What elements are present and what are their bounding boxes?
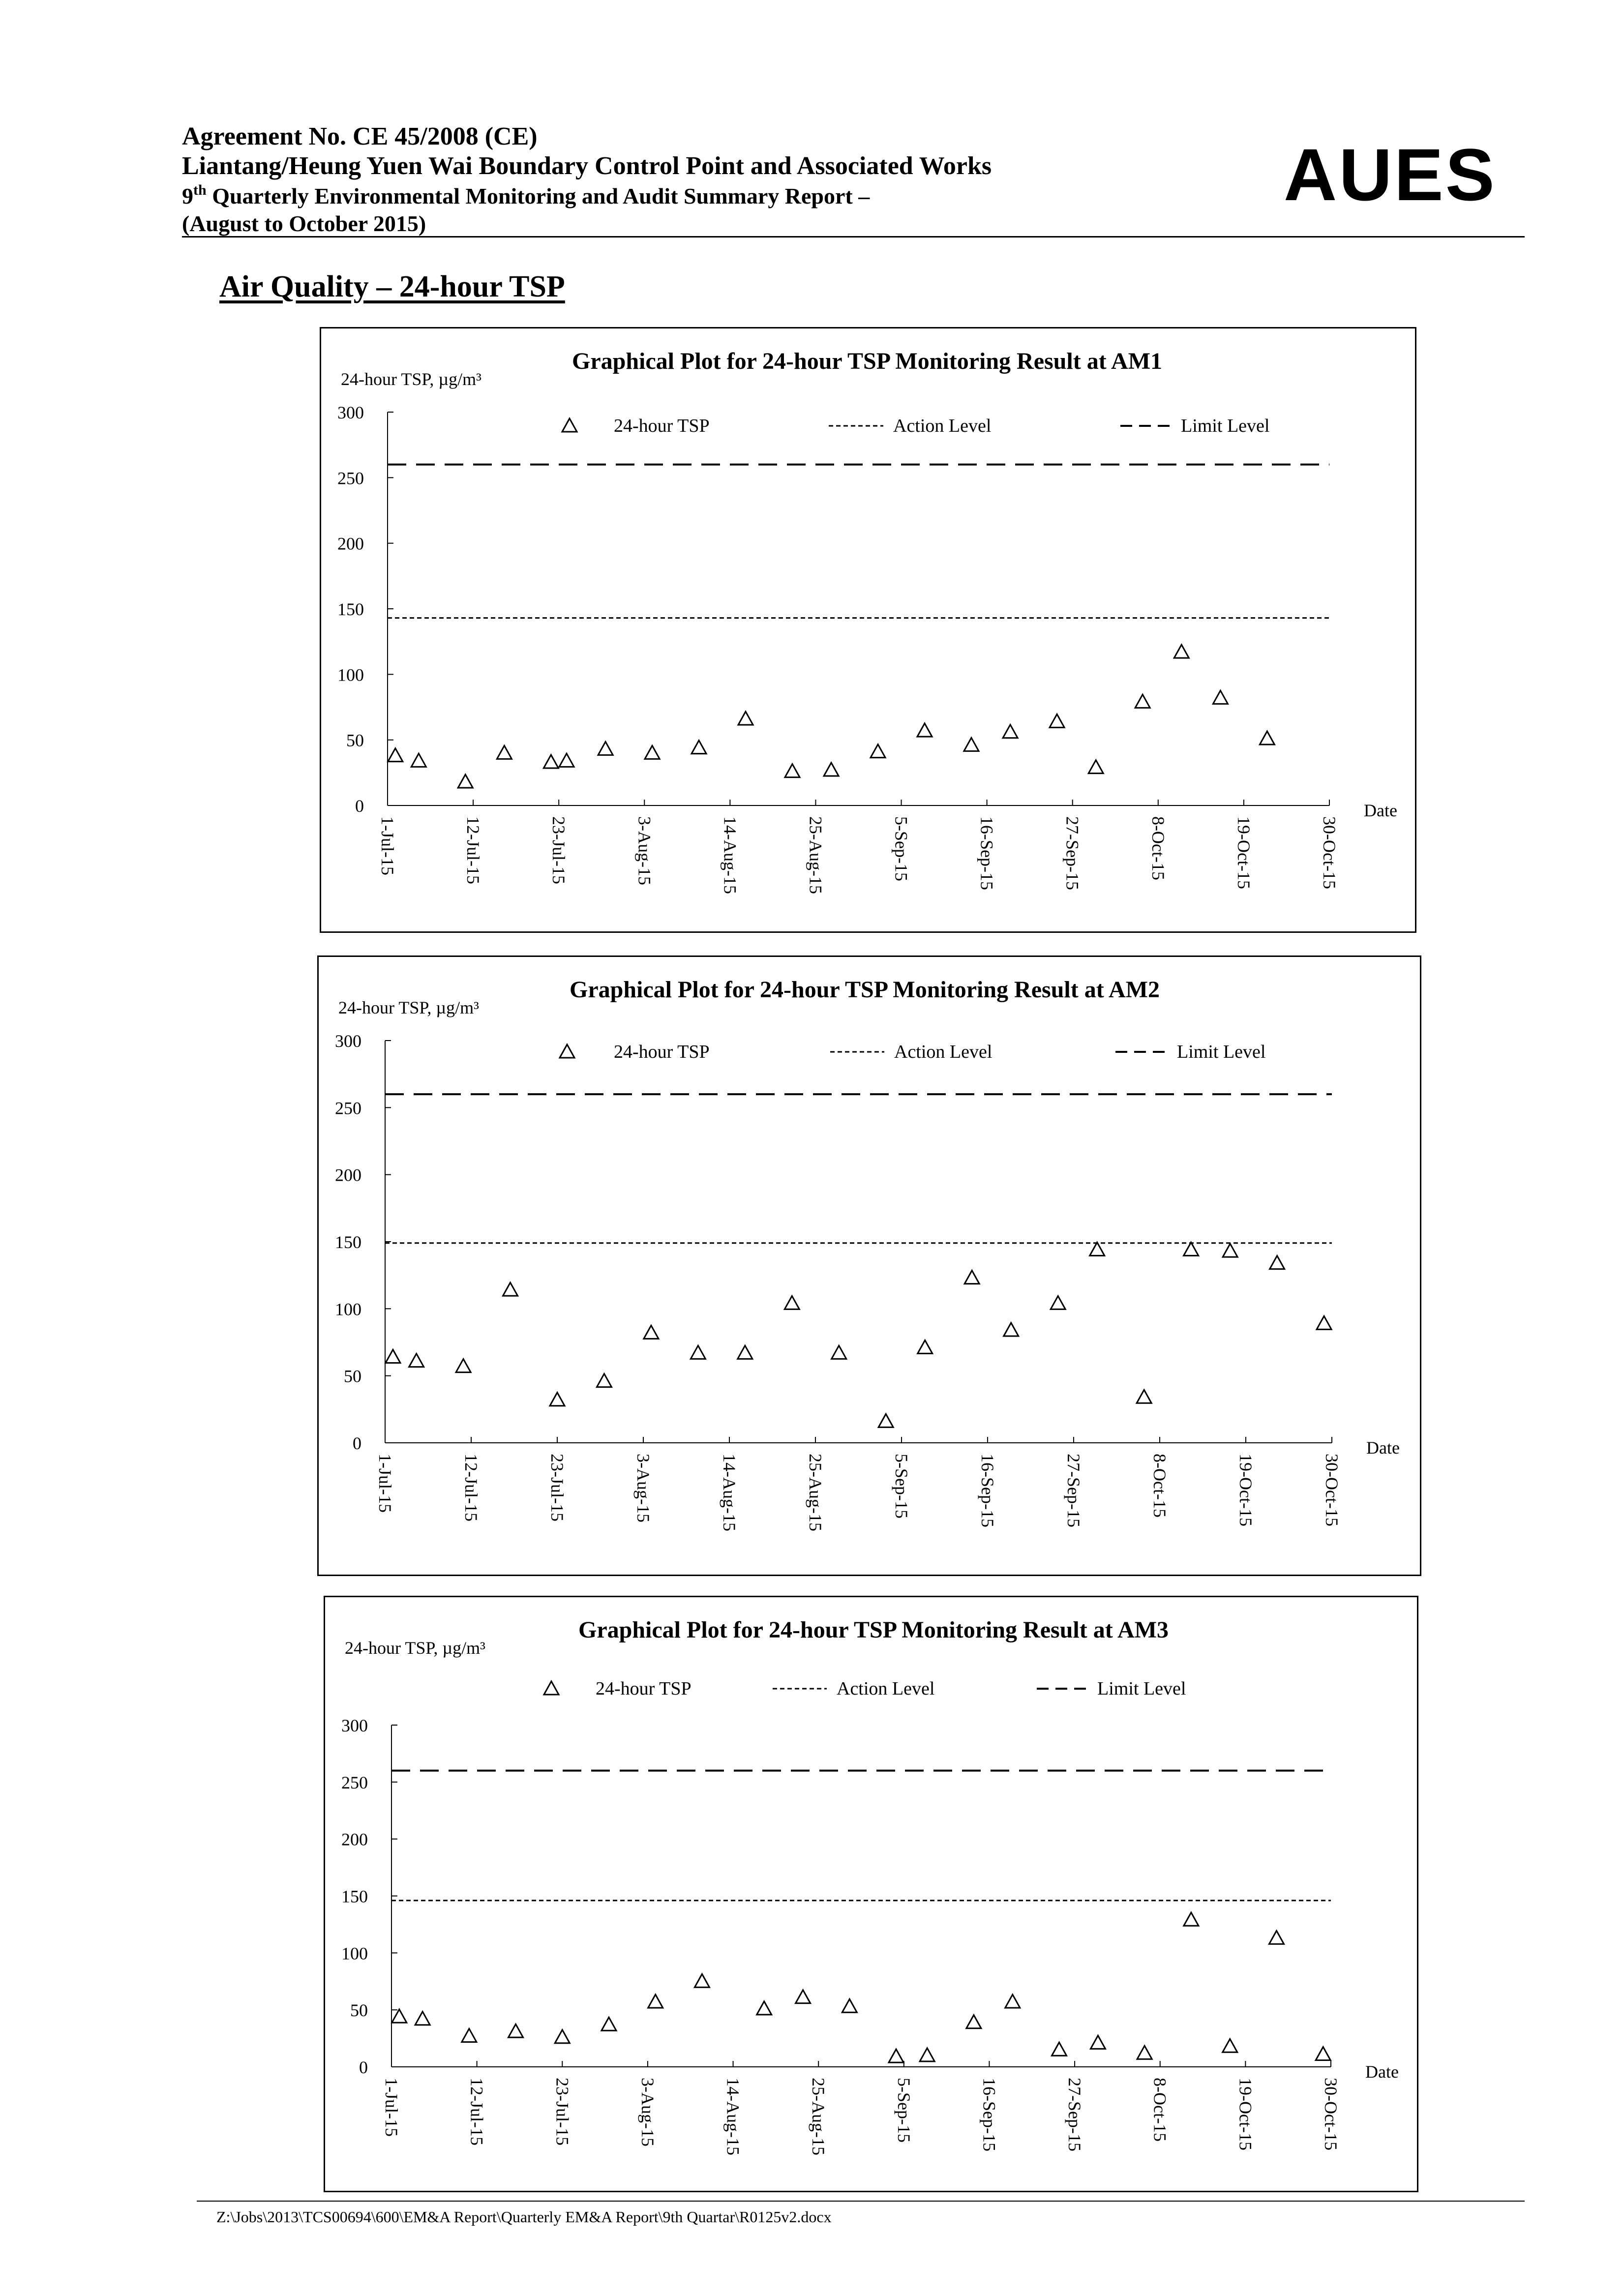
data-point-triangle-icon xyxy=(1260,731,1274,745)
x-tick-label: 19-Oct-15 xyxy=(1236,1454,1256,1526)
y-tick-label: 200 xyxy=(335,1165,361,1185)
y-tick-label: 200 xyxy=(337,534,364,554)
x-tick-label: 1-Jul-15 xyxy=(375,1454,395,1513)
data-point-triangle-icon xyxy=(738,712,753,725)
agreement-number: Agreement No. CE 45/2008 (CE) xyxy=(182,122,538,150)
x-tick-label: 3-Aug-15 xyxy=(634,816,655,885)
data-point-triangle-icon xyxy=(1137,1390,1151,1403)
data-point-triangle-icon xyxy=(889,2049,903,2062)
data-point-triangle-icon xyxy=(409,1354,424,1367)
data-point-triangle-icon xyxy=(1004,1323,1019,1336)
x-tick-label: 8-Oct-15 xyxy=(1148,816,1168,880)
x-tick-label: 14-Aug-15 xyxy=(723,2078,743,2155)
data-point-triangle-icon xyxy=(871,745,885,758)
x-tick-label: 23-Jul-15 xyxy=(549,816,569,884)
x-tick-label: 23-Jul-15 xyxy=(547,1454,567,1521)
y-tick-label: 100 xyxy=(337,665,364,685)
data-point-triangle-icon xyxy=(1223,1244,1237,1257)
data-point-triangle-icon xyxy=(458,775,473,788)
data-point-triangle-icon xyxy=(784,1296,799,1309)
x-tick-label: 25-Aug-15 xyxy=(806,1454,825,1531)
legend-limit-label: Limit Level xyxy=(1177,1042,1266,1062)
data-point-triangle-icon xyxy=(392,2009,407,2023)
data-point-triangle-icon xyxy=(918,1340,932,1353)
data-point-triangle-icon xyxy=(824,763,839,776)
legend-action-label: Action Level xyxy=(893,416,992,436)
data-point-triangle-icon xyxy=(598,742,613,755)
x-tick-label: 30-Oct-15 xyxy=(1322,1454,1342,1526)
data-point-triangle-icon xyxy=(757,2001,772,2015)
data-point-triangle-icon xyxy=(644,1325,659,1339)
x-tick-label: 1-Jul-15 xyxy=(382,2078,401,2137)
y-tick-label: 50 xyxy=(350,2000,368,2021)
data-point-triangle-icon xyxy=(917,723,932,737)
data-point-triangle-icon xyxy=(964,1271,979,1284)
legend-triangle-icon xyxy=(562,418,577,432)
y-tick-label: 0 xyxy=(355,796,364,816)
y-tick-label: 100 xyxy=(335,1299,361,1319)
x-tick-label: 30-Oct-15 xyxy=(1321,2078,1341,2150)
legend-series-label: 24-hour TSP xyxy=(614,1042,710,1062)
y-tick-label: 250 xyxy=(335,1098,361,1118)
data-point-triangle-icon xyxy=(1317,1316,1331,1329)
data-point-triangle-icon xyxy=(503,1282,518,1296)
data-point-triangle-icon xyxy=(1270,1256,1285,1269)
x-tick-label: 3-Aug-15 xyxy=(633,1454,653,1522)
report-title-rest: Quarterly Environmental Monitoring and Audit Summary Report – xyxy=(206,183,870,209)
y-tick-label: 150 xyxy=(341,1886,368,1907)
data-point-triangle-icon xyxy=(648,1995,663,2008)
y-tick-label: 50 xyxy=(344,1366,361,1386)
data-point-triangle-icon xyxy=(415,2012,430,2025)
x-tick-label: 23-Jul-15 xyxy=(552,2078,572,2146)
data-point-triangle-icon xyxy=(1223,2039,1237,2052)
data-point-triangle-icon xyxy=(920,2048,934,2061)
data-point-triangle-icon xyxy=(1088,760,1103,774)
data-point-triangle-icon xyxy=(1003,725,1018,738)
x-axis-label: Date xyxy=(1364,801,1397,820)
data-point-triangle-icon xyxy=(1213,690,1228,704)
data-point-triangle-icon xyxy=(597,1374,611,1387)
x-tick-label: 27-Sep-15 xyxy=(1065,2078,1085,2151)
chart-am2 xyxy=(317,955,1421,1576)
y-tick-label: 250 xyxy=(341,1772,368,1792)
x-tick-label: 30-Oct-15 xyxy=(1320,816,1339,889)
data-point-triangle-icon xyxy=(555,2030,570,2043)
data-point-triangle-icon xyxy=(692,741,706,754)
data-point-triangle-icon xyxy=(543,755,558,768)
x-tick-label: 8-Oct-15 xyxy=(1150,2078,1170,2142)
data-point-triangle-icon xyxy=(509,2024,523,2037)
y-axis-label: 24-hour TSP, µg/m³ xyxy=(341,369,481,389)
data-point-triangle-icon xyxy=(1052,2042,1067,2056)
x-tick-label: 12-Jul-15 xyxy=(463,816,483,884)
y-tick-label: 150 xyxy=(335,1232,361,1252)
legend-action-label: Action Level xyxy=(894,1042,992,1062)
y-tick-label: 0 xyxy=(353,1433,361,1453)
data-point-triangle-icon xyxy=(456,1359,471,1372)
section-title: Air Quality – 24-hour TSP xyxy=(219,270,565,303)
chart-am2-plot xyxy=(319,957,1423,1578)
data-point-triangle-icon xyxy=(842,1999,857,2012)
data-point-triangle-icon xyxy=(1184,1912,1199,1926)
y-tick-label: 300 xyxy=(335,1031,361,1051)
data-point-triangle-icon xyxy=(1090,1242,1105,1255)
data-point-triangle-icon xyxy=(386,1349,400,1363)
header-divider xyxy=(182,236,1525,238)
project-title: Liantang/Heung Yuen Wai Boundary Control Point and Associated Works xyxy=(182,152,992,180)
data-point-triangle-icon xyxy=(462,2028,477,2042)
data-point-triangle-icon xyxy=(1090,2035,1105,2049)
chart-title: Graphical Plot for 24-hour TSP Monitoring Result at AM1 xyxy=(571,348,1163,374)
x-axis-label: Date xyxy=(1366,1438,1400,1458)
x-tick-label: 16-Sep-15 xyxy=(977,816,997,890)
data-point-triangle-icon xyxy=(832,1345,846,1359)
x-tick-label: 16-Sep-15 xyxy=(978,1454,997,1527)
x-tick-label: 12-Jul-15 xyxy=(467,2078,487,2146)
report-ordinal-suffix: th xyxy=(193,182,207,198)
data-point-triangle-icon xyxy=(645,745,660,759)
report-ordinal: 9 xyxy=(182,183,193,209)
x-tick-label: 27-Sep-15 xyxy=(1064,1454,1083,1527)
y-axis-label: 24-hour TSP, µg/m³ xyxy=(338,998,479,1017)
x-tick-label: 25-Aug-15 xyxy=(809,2078,829,2155)
data-point-triangle-icon xyxy=(559,753,574,767)
data-point-triangle-icon xyxy=(691,1345,705,1359)
data-point-triangle-icon xyxy=(1050,714,1064,727)
x-tick-label: 19-Oct-15 xyxy=(1233,816,1254,889)
data-point-triangle-icon xyxy=(1135,694,1150,708)
y-tick-label: 300 xyxy=(341,1716,368,1735)
report-period: (August to October 2015) xyxy=(182,211,426,236)
x-tick-label: 27-Sep-15 xyxy=(1062,816,1083,890)
chart-am3 xyxy=(324,1596,1418,2192)
x-tick-label: 1-Jul-15 xyxy=(378,816,397,875)
chart-am1-plot xyxy=(321,328,1418,934)
x-tick-label: 19-Oct-15 xyxy=(1235,2078,1256,2150)
data-point-triangle-icon xyxy=(964,738,979,751)
chart-am3-plot xyxy=(325,1597,1420,2194)
data-point-triangle-icon xyxy=(1174,645,1189,658)
data-point-triangle-icon xyxy=(497,745,511,759)
data-point-triangle-icon xyxy=(1316,2047,1330,2060)
y-axis-label: 24-hour TSP, µg/m³ xyxy=(345,1638,485,1658)
legend-series-label: 24-hour TSP xyxy=(614,416,710,436)
data-point-triangle-icon xyxy=(738,1345,752,1359)
data-point-triangle-icon xyxy=(878,1414,893,1427)
legend-action-label: Action Level xyxy=(837,1678,935,1699)
x-tick-label: 5-Sep-15 xyxy=(892,1454,911,1519)
data-point-triangle-icon xyxy=(411,753,426,767)
chart-am1 xyxy=(320,327,1416,933)
x-tick-label: 14-Aug-15 xyxy=(720,816,740,894)
y-tick-label: 300 xyxy=(337,403,364,422)
x-tick-label: 5-Sep-15 xyxy=(891,816,911,881)
data-point-triangle-icon xyxy=(966,2015,981,2028)
y-tick-label: 50 xyxy=(346,730,364,750)
y-tick-label: 100 xyxy=(341,1943,368,1964)
legend-series-label: 24-hour TSP xyxy=(596,1678,692,1699)
x-tick-label: 3-Aug-15 xyxy=(637,2078,658,2147)
y-tick-label: 150 xyxy=(337,599,364,619)
data-point-triangle-icon xyxy=(785,764,800,777)
x-tick-label: 25-Aug-15 xyxy=(806,816,826,894)
x-axis-label: Date xyxy=(1365,2062,1399,2082)
data-point-triangle-icon xyxy=(1269,1931,1284,1944)
data-point-triangle-icon xyxy=(550,1393,565,1406)
x-tick-label: 5-Sep-15 xyxy=(894,2078,914,2143)
legend-triangle-icon xyxy=(544,1681,559,1695)
data-point-triangle-icon xyxy=(388,748,403,762)
x-tick-label: 14-Aug-15 xyxy=(720,1454,739,1531)
report-title xyxy=(182,183,870,208)
footer-divider xyxy=(197,2201,1525,2202)
y-tick-label: 200 xyxy=(341,1829,368,1849)
legend-limit-label: Limit Level xyxy=(1181,416,1270,436)
data-point-triangle-icon xyxy=(796,1990,811,2003)
legend-limit-label: Limit Level xyxy=(1097,1678,1186,1699)
x-tick-label: 12-Jul-15 xyxy=(461,1454,481,1521)
y-tick-label: 0 xyxy=(359,2057,368,2077)
chart-title: Graphical Plot for 24-hour TSP Monitoring Result at AM2 xyxy=(569,977,1160,1003)
y-tick-label: 250 xyxy=(337,468,364,488)
x-tick-label: 8-Oct-15 xyxy=(1150,1454,1170,1518)
legend-triangle-icon xyxy=(560,1044,574,1058)
company-logo: AUES xyxy=(1284,133,1497,216)
data-point-triangle-icon xyxy=(1005,1995,1020,2008)
footer-file-path: Z:\Jobs\2013\TCS00694\600\EM&A Report\Quarterly EM&A Report\9th Quartar\R0125v2.docx xyxy=(216,2208,832,2226)
chart-title: Graphical Plot for 24-hour TSP Monitoring Result at AM3 xyxy=(578,1617,1169,1643)
data-point-triangle-icon xyxy=(601,2017,616,2030)
x-tick-label: 16-Sep-15 xyxy=(979,2078,999,2151)
data-point-triangle-icon xyxy=(694,1974,709,1987)
data-point-triangle-icon xyxy=(1137,2046,1152,2059)
data-point-triangle-icon xyxy=(1184,1242,1199,1255)
data-point-triangle-icon xyxy=(1051,1296,1065,1309)
